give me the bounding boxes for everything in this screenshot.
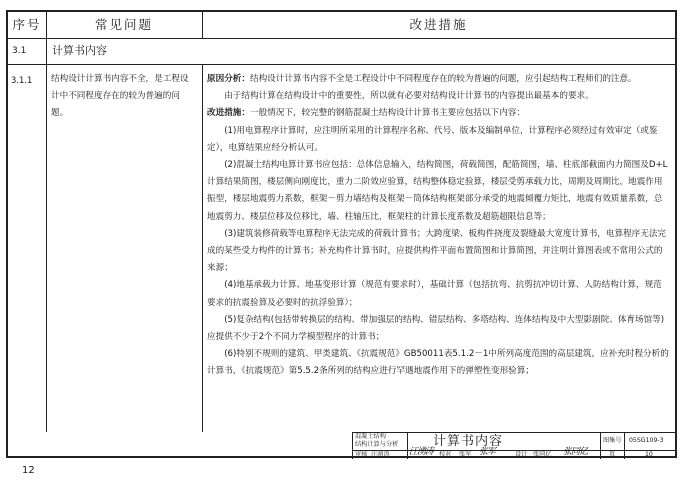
- section-row: [8, 39, 675, 65]
- reason-label: 原因分析：: [207, 74, 250, 84]
- measure-point-1: (1)用电算程序计算时，应注明所采用的计算程序名称、代号、版本及编制单位，计算程序必须经过有效审定（或鉴定），电算结果应经分析认可。: [207, 125, 658, 153]
- header-problem: 常见问题: [94, 17, 153, 32]
- item-problem: 结构设计计算书内容不全，是工程设计中不同程度存在的较为普遍的问题。: [51, 74, 189, 118]
- book-page-number: 12: [22, 465, 35, 476]
- series-line1: 混凝土结构: [355, 433, 386, 440]
- series-line2: 结构计算与分析: [355, 441, 399, 448]
- table-header: [8, 12, 675, 39]
- reason-text: 结构设计计算书内容不全是工程设计中不同程度存在的较为普遍的问题，应引起结构工程师们的注意。: [249, 74, 637, 84]
- measure-paragraph: [207, 105, 669, 122]
- drawing-sheet: [6, 10, 677, 458]
- reviewer-name: 汪湧涛: [371, 451, 390, 458]
- designer-signature: 张同亿: [563, 447, 588, 457]
- col-divider-1: [46, 12, 47, 432]
- designer-label: 设计: [515, 451, 528, 458]
- page-number-cell: 10: [645, 451, 653, 458]
- reason-paragraph-2: 由于结构计算在结构设计中的重要性，所以就有必要对结构设计计算书的内容提出最基本的要求。: [224, 91, 594, 102]
- reviewer-label: 审核: [355, 451, 368, 458]
- sheet-title: 计算书内容: [433, 434, 504, 449]
- item-number: 3.1.1: [11, 75, 33, 85]
- header-measures: 改进措施: [409, 17, 468, 32]
- checker-name: 张军: [459, 451, 472, 458]
- title-block: [352, 432, 676, 459]
- atlas-number: 05SG109-3: [629, 437, 664, 444]
- measure-point-6: (6)特别不规则的建筑、甲类建筑、《抗震规范》GB50011表5.1.2－1中所列高度范围的高层建筑，应补充时程分析的计算书，《抗震规范》第5.5.2条所列的结构应进行罕遇地震作用下的弹塑性变形验算；: [207, 349, 669, 377]
- measure-point-2: (2)混凝土结构电算计算书应包括：总体信息输入，结构简图，荷载简图，配筋简图，墙、柱底部截面内力简图及D+L计算结果简图，楼层侧向刚度比，重力二阶效应验算，结构整体稳定验算，楼层受剪承载力比，周期及周期比，地震作用振型，楼层地震剪力系数，框架－剪力墙结构及框架－筒体结构框架部分承受的地震倾覆力矩比，地震有效质量系数，总地震剪力、楼层位移及位移比，墙、柱轴压比，框架柱的计算长度系数及超筋超限信息等；: [207, 160, 668, 222]
- section-number: 3.1: [12, 46, 27, 56]
- designer-name: 张同亿: [533, 451, 552, 458]
- measure-point-3: (3)建筑装修荷载等电算程序无法完成的荷载计算书；大跨度梁、板构件挠度及裂缝最大宽度计算书，电算程序无法完成的某些受力构件的计算书；补充构件计算书时，应提供构件平面布置简图和计算简图，并注明计算图表或不常用公式的来源；: [207, 228, 667, 274]
- measure-point-4: (4)地基承载力计算、地基变形计算（规范有要求时），基础计算（包括抗弯、抗剪抗冲切计算、人防结构计算，规范要求的抗震验算及必要时的抗浮验算）；: [207, 280, 662, 308]
- measure-text: 一般情况下，较完整的钢筋混凝土结构设计计算书主要应包括以下内容：: [249, 108, 525, 119]
- reason-paragraph: [207, 71, 669, 88]
- col-divider-2b: [202, 65, 203, 432]
- measures-text: [207, 71, 669, 381]
- measure-point-5: (5)复杂结构(包括带转换层的结构、带加强层的结构、错层结构、多塔结构、连体结构及中大型影剧院、体育场馆等)应提供不少于2个不同力学模型程序的计算书；: [207, 314, 665, 343]
- header-no: 序号: [12, 17, 42, 32]
- measure-label: 改进措施：: [207, 108, 250, 119]
- checker-label: 校对: [439, 451, 452, 458]
- page-label: 页: [609, 451, 616, 458]
- checker-signature: 张军: [479, 447, 496, 457]
- reviewer-signature: 汪湧涛: [409, 447, 434, 457]
- section-title: 计算书内容: [52, 44, 107, 57]
- col-divider-2a: [202, 12, 203, 38]
- atlas-label: 图集号: [603, 437, 622, 444]
